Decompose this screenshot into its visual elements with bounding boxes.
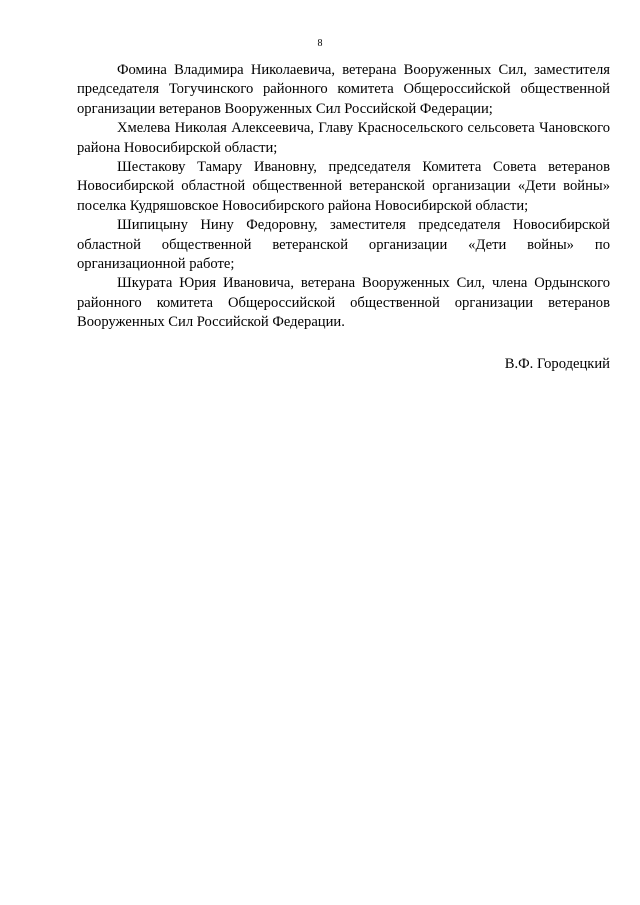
- paragraph-khmelev: Хмелева Николая Алексеевича, Главу Красносельского сельсовета Чановского района Новосибирской области;: [77, 120, 610, 156]
- signatory-name: В.Ф. Городецкий: [504, 356, 610, 372]
- page-number: 8: [317, 38, 323, 49]
- award-list: [77, 61, 610, 333]
- paragraph-shipitsyna: Шипицыну Нину Федоровну, заместителя председателя Новосибирской областной общественной ветеранской организации «Дети войны» по организационной работе;: [77, 217, 610, 273]
- paragraph-shkurat: Шкурата Юрия Ивановича, ветерана Вооруженных Сил, члена Ордынского районного комитета Общероссийской общественной организации ветеранов Вооруженных Сил Российской Федерации.: [77, 275, 610, 331]
- paragraph-fomin: Фомина Владимира Николаевича, ветерана Вооруженных Сил, заместителя председателя Тогучинского районного комитета Общероссийской общественной организации ветеранов Вооруженных Сил Российской Федерации;: [77, 62, 610, 117]
- paragraph-shestakova: Шестакову Тамару Ивановну, председателя Комитета Совета ветеранов Новосибирской областной общественной ветеранской организации «Дети войны» поселка Кудряшовское Новосибирского района Новосибирской области;: [77, 159, 610, 214]
